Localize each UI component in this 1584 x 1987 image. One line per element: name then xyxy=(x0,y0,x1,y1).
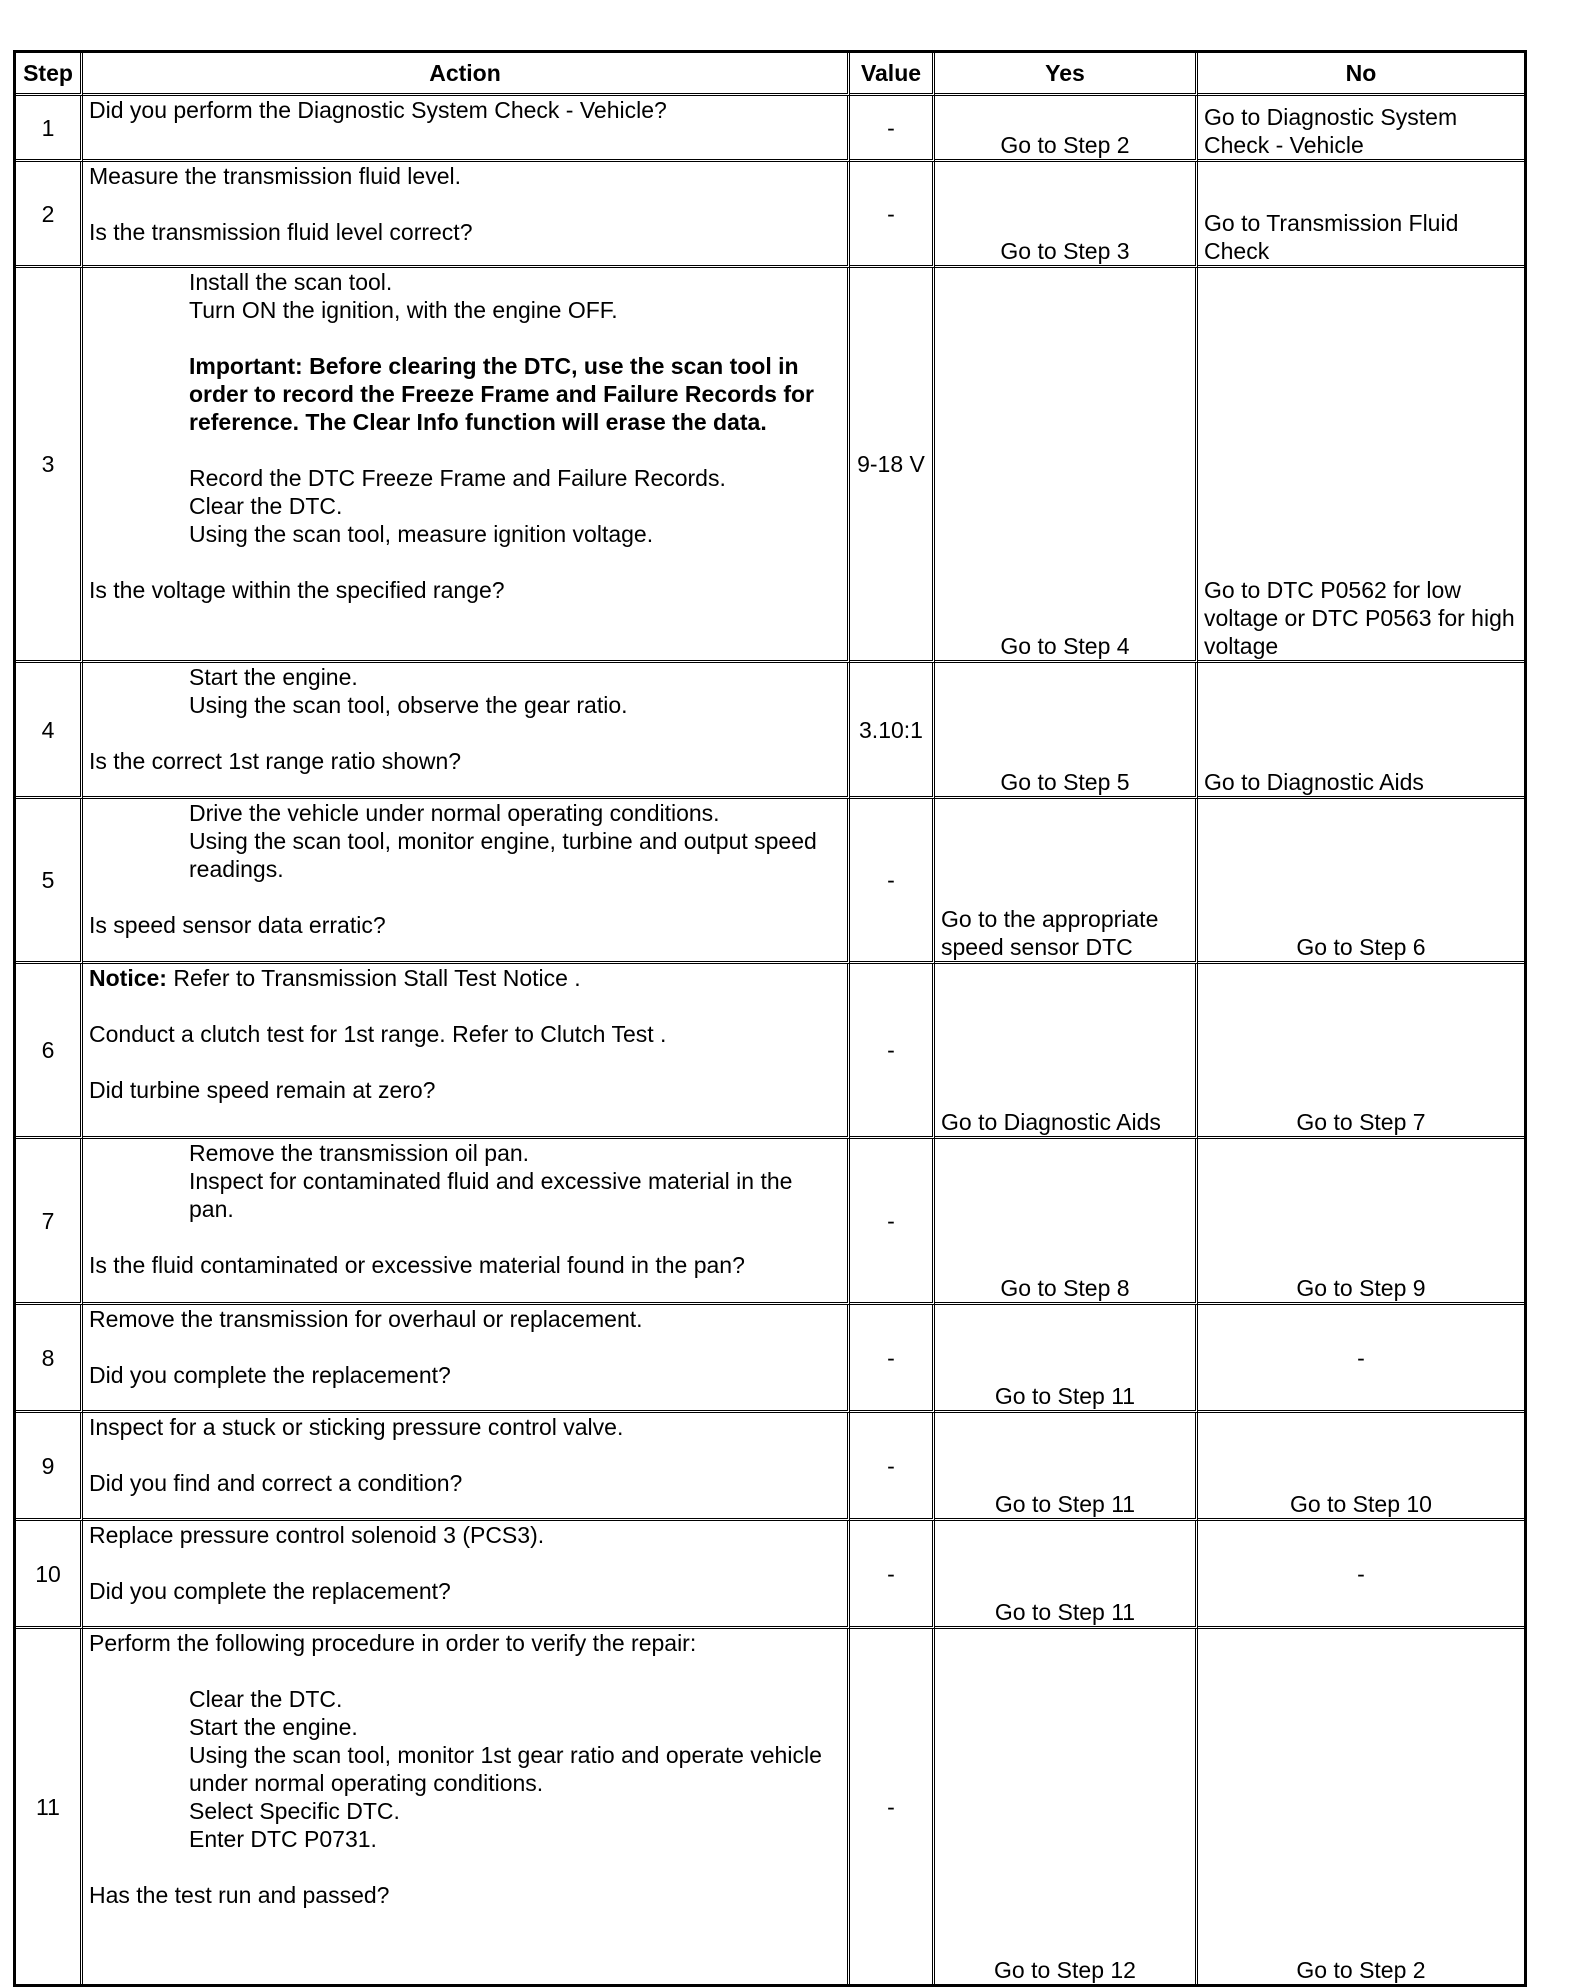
action-lead: Conduct a clutch test for 1st range. Refer to Clutch Test . xyxy=(89,1021,667,1047)
table-row xyxy=(16,268,1524,663)
step-number: 7 xyxy=(16,1139,83,1305)
table-row xyxy=(16,1305,1524,1413)
header-action: Action xyxy=(83,53,850,96)
no-cell: Go to Step 6 xyxy=(1198,799,1524,964)
yes-cell: Go to Step 4 xyxy=(935,268,1198,663)
no-cell: - xyxy=(1198,1521,1524,1629)
value-cell: - xyxy=(850,1305,935,1413)
action-cell xyxy=(83,1305,850,1413)
no-cell: Go to Step 7 xyxy=(1198,964,1524,1139)
action-question: Did turbine speed remain at zero? xyxy=(89,1077,436,1103)
action-substep: Turn ON the ignition, with the engine OFF. xyxy=(189,297,618,323)
step-number: 4 xyxy=(16,663,83,799)
yes-cell: Go to Step 5 xyxy=(935,663,1198,799)
yes-cell: Go to Step 2 xyxy=(935,96,1198,162)
notice-line xyxy=(89,964,841,992)
table-row xyxy=(16,1629,1524,1984)
no-cell: Go to Diagnostic System Check - Vehicle xyxy=(1198,96,1524,162)
notice-text: Refer to Transmission Stall Test Notice . xyxy=(166,965,581,991)
action-substep: Using the scan tool, monitor engine, turbine and output speed readings. xyxy=(189,828,817,882)
action-cell xyxy=(83,96,850,162)
action-substep: Using the scan tool, measure ignition voltage. xyxy=(189,521,654,547)
action-question: Is the correct 1st range ratio shown? xyxy=(89,748,462,774)
yes-cell: Go to Step 11 xyxy=(935,1521,1198,1629)
step-number: 8 xyxy=(16,1305,83,1413)
step-number: 6 xyxy=(16,964,83,1139)
yes-cell: Go to Diagnostic Aids xyxy=(935,964,1198,1139)
step-number: 9 xyxy=(16,1413,83,1521)
value-cell: 9-18 V xyxy=(850,268,935,663)
header-yes: Yes xyxy=(935,53,1198,96)
no-cell: Go to Step 10 xyxy=(1198,1413,1524,1521)
yes-cell: Go to the appropriate speed sensor DTC xyxy=(935,799,1198,964)
action-question: Did you perform the Diagnostic System Check - Vehicle? xyxy=(89,97,667,123)
action-lead: Measure the transmission fluid level. xyxy=(89,163,461,189)
action-substep: Start the engine. xyxy=(189,664,358,690)
value-cell: - xyxy=(850,1139,935,1305)
value-cell: - xyxy=(850,162,935,268)
table-row xyxy=(16,1521,1524,1629)
notice-label: Notice: xyxy=(89,965,167,991)
yes-cell: Go to Step 11 xyxy=(935,1413,1198,1521)
yes-cell: Go to Step 8 xyxy=(935,1139,1198,1305)
no-cell: Go to Diagnostic Aids xyxy=(1198,663,1524,799)
value-cell: - xyxy=(850,1521,935,1629)
table-row xyxy=(16,663,1524,799)
action-question: Did you complete the replacement? xyxy=(89,1362,451,1388)
yes-cell: Go to Step 12 xyxy=(935,1629,1198,1984)
action-cell xyxy=(83,663,850,799)
action-cell xyxy=(83,1629,850,1984)
table-row xyxy=(16,964,1524,1139)
no-cell: Go to Step 9 xyxy=(1198,1139,1524,1305)
table-row xyxy=(16,1413,1524,1521)
action-lead: Perform the following procedure in order to verify the repair: xyxy=(89,1630,697,1656)
value-cell: - xyxy=(850,799,935,964)
action-cell xyxy=(83,1139,850,1305)
header-value: Value xyxy=(850,53,935,96)
action-question: Did you complete the replacement? xyxy=(89,1578,451,1604)
step-number: 11 xyxy=(16,1629,83,1984)
value-cell: - xyxy=(850,96,935,162)
step-number: 10 xyxy=(16,1521,83,1629)
action-cell xyxy=(83,1413,850,1521)
value-cell: - xyxy=(850,1629,935,1984)
value-cell: - xyxy=(850,1413,935,1521)
action-lead: Remove the transmission for overhaul or replacement. xyxy=(89,1306,643,1332)
table-row xyxy=(16,1139,1524,1305)
action-question: Did you find and correct a condition? xyxy=(89,1470,463,1496)
action-substep: Drive the vehicle under normal operating conditions. xyxy=(189,800,720,826)
yes-cell: Go to Step 11 xyxy=(935,1305,1198,1413)
no-cell: - xyxy=(1198,1305,1524,1413)
action-substep: Inspect for contaminated fluid and excessive material in the pan. xyxy=(189,1168,793,1222)
table-row xyxy=(16,162,1524,268)
action-question: Is the fluid contaminated or excessive material found in the pan? xyxy=(89,1252,745,1278)
header-no: No xyxy=(1198,53,1524,96)
table-row xyxy=(16,96,1524,162)
action-cell xyxy=(83,799,850,964)
important-note: Important: Before clearing the DTC, use the scan tool in order to record the Freeze Frame and Failure Records for reference. The Clear Info function will erase the data. xyxy=(189,353,814,435)
yes-cell: Go to Step 3 xyxy=(935,162,1198,268)
action-cell xyxy=(83,1521,850,1629)
step-number: 3 xyxy=(16,268,83,663)
action-lead: Replace pressure control solenoid 3 (PCS3). xyxy=(89,1522,545,1548)
action-cell xyxy=(83,268,850,663)
action-question: Has the test run and passed? xyxy=(89,1882,390,1908)
action-substep: Install the scan tool. xyxy=(189,269,393,295)
action-cell xyxy=(83,162,850,268)
action-cell xyxy=(83,964,850,1139)
diagnostic-table xyxy=(13,50,1527,1987)
no-cell: Go to DTC P0562 for low voltage or DTC P0563 for high voltage xyxy=(1198,268,1524,663)
action-substep: Record the DTC Freeze Frame and Failure Records. xyxy=(189,465,726,491)
action-question: Is the transmission fluid level correct? xyxy=(89,219,473,245)
action-lead: Inspect for a stuck or sticking pressure control valve. xyxy=(89,1414,624,1440)
table-row xyxy=(16,799,1524,964)
action-substep: Clear the DTC. xyxy=(189,493,343,519)
header-step: Step xyxy=(16,53,83,96)
action-substep: Enter DTC P0731. xyxy=(189,1826,377,1852)
no-cell: Go to Step 2 xyxy=(1296,1957,1426,1983)
no-cell: Go to Transmission Fluid Check xyxy=(1198,162,1524,268)
value-cell: 3.10:1 xyxy=(850,663,935,799)
header-row xyxy=(16,53,1524,96)
action-substep: Start the engine. xyxy=(189,1714,358,1740)
step-number: 1 xyxy=(16,96,83,162)
action-question: Is speed sensor data erratic? xyxy=(89,912,386,938)
step-number: 5 xyxy=(16,799,83,964)
action-question: Is the voltage within the specified range? xyxy=(89,577,505,603)
action-substep: Clear the DTC. xyxy=(189,1686,343,1712)
action-substep: Select Specific DTC. xyxy=(189,1798,400,1824)
step-number: 2 xyxy=(16,162,83,268)
action-substep: Using the scan tool, monitor 1st gear ratio and operate vehicle under normal operating conditions. xyxy=(189,1742,822,1796)
action-substep: Using the scan tool, observe the gear ratio. xyxy=(189,692,628,718)
action-substep: Remove the transmission oil pan. xyxy=(189,1140,530,1166)
value-cell: - xyxy=(850,964,935,1139)
